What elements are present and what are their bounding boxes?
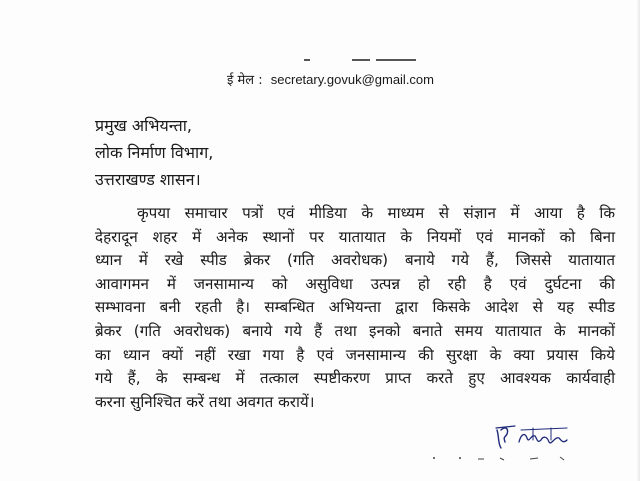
- addressee-designation: प्रमुख अभियन्ता,: [95, 116, 193, 135]
- scan-edge-shadow: [636, 0, 640, 481]
- body-line: ब्रेकर (गति अवरोधक) बनाये गये हैं तथा इनको बनाते समय यातायात के मानकों: [95, 321, 615, 340]
- cropped-header-remnant: [300, 57, 420, 63]
- addressee-block: [95, 112, 213, 193]
- body-line: आवागमन में जनसामान्य को असुविधा उत्पन्न हो रही है एवं दुर्घटना की: [95, 274, 615, 293]
- body-line: का ध्यान क्यों नहीं रखा गया है एवं जनसामान्य की सुरक्षा के क्या प्रयास किये: [95, 345, 615, 364]
- body-line: सम्भावना बनी रहती है। सम्बन्धित अभियन्ता द्वारा किसके आदेश से यह स्पीड: [95, 298, 615, 317]
- cropped-footer-remnant: [430, 455, 580, 463]
- email-address: secretary.govuk@gmail.com: [270, 72, 434, 87]
- body-line: करना सुनिश्चित करें तथा अवगत करायें।: [95, 392, 315, 411]
- email-label: ई मेल :: [227, 73, 263, 88]
- body-line: कृपया समाचार पत्रों एवं मीडिया के माध्यम से संज्ञान में आया है कि: [137, 204, 615, 222]
- body-line: ध्यान में रखे स्पीड ब्रेकर (गति अवरोधक) बनाये गये हैं, जिससे यातायात: [95, 251, 615, 270]
- addressee-government: उत्तराखण्ड शासन।: [95, 170, 201, 189]
- handwritten-signature: [493, 420, 573, 454]
- letter-body: [95, 202, 615, 414]
- addressee-department: लोक निर्माण विभाग,: [95, 143, 214, 162]
- body-line: गये हैं, के सम्बन्ध में तत्काल स्पष्टीकरण प्राप्त करते हुए आवश्यक कार्यवाही: [95, 369, 615, 388]
- body-line: देहरादून शहर में अनेक स्थानों पर यातायात के नियमों एवं मानकों को बिना: [95, 227, 615, 246]
- email-line: [227, 70, 434, 88]
